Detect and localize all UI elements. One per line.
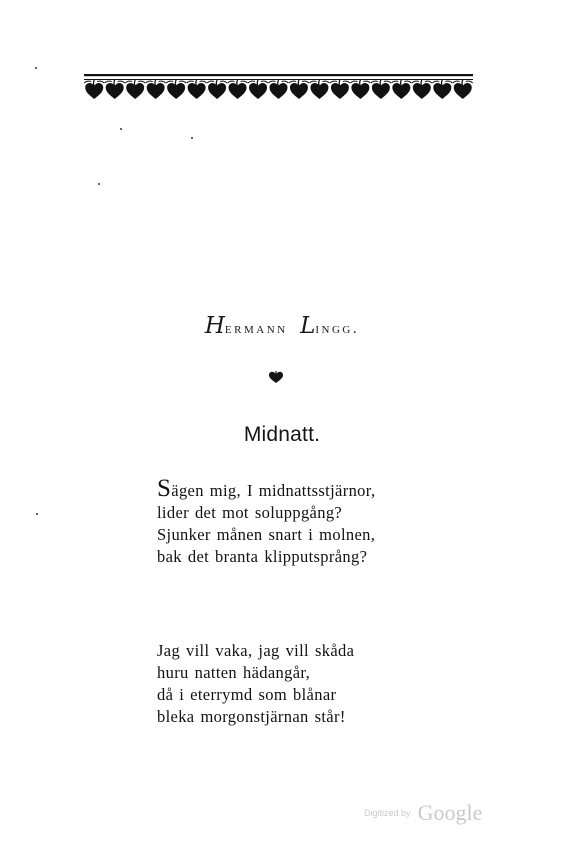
- leaf-motif: [371, 80, 391, 99]
- leaf-motif: [289, 80, 309, 99]
- speck: [35, 67, 37, 69]
- leaf-motif: [309, 80, 329, 99]
- verse-line: Jag vill vaka, jag vill skåda: [157, 641, 355, 660]
- leaf-motif: [146, 80, 166, 99]
- watermark-brand: Google: [417, 800, 483, 825]
- leaf-motif: [84, 80, 104, 99]
- verse-line: huru natten hädangår,: [157, 663, 311, 682]
- speck: [36, 513, 38, 515]
- verse-text: ägen mig, I midnattsstjärnor,: [171, 481, 376, 500]
- leaf-motif: [228, 80, 248, 99]
- leaf-border-ornament: [84, 72, 473, 104]
- digitized-watermark: [364, 800, 482, 826]
- leaf-motif: [166, 80, 186, 99]
- leaf-motif: [248, 80, 268, 99]
- speck: [191, 137, 193, 139]
- leaf-motif: [187, 80, 207, 99]
- leaf-motif: [391, 80, 411, 99]
- author-name: [0, 313, 564, 339]
- leaf-motif: [330, 80, 350, 99]
- leaf-motif: [105, 80, 125, 99]
- verse-line: bleka morgonstjärnan står!: [157, 707, 346, 726]
- verse-line: då i eterrymd som blånar: [157, 685, 337, 704]
- leaf-motif: [350, 80, 370, 99]
- speck: [120, 128, 122, 130]
- poem-title: Midnatt.: [243, 423, 321, 446]
- verse-line: lider det mot soluppgång?: [157, 503, 343, 522]
- author-first-initial: H: [204, 313, 225, 339]
- leaf-motif: [125, 80, 145, 99]
- leaf-motif: [453, 80, 473, 99]
- drop-cap: S: [157, 475, 172, 502]
- watermark-prefix: Digitized by: [364, 808, 411, 818]
- author-last-initial: L: [300, 313, 316, 339]
- leaf-motif: [207, 80, 227, 99]
- fleuron-icon: [268, 369, 284, 383]
- speck: [98, 183, 100, 185]
- verse-line: [157, 475, 457, 502]
- verse-line: bak det branta klipputsprång?: [157, 547, 368, 566]
- verse-line: Sjunker månen snart i molnen,: [157, 525, 376, 544]
- author-first-rest: ermann: [224, 321, 288, 337]
- stanza-2: [157, 640, 457, 728]
- leaf-motif: [412, 80, 432, 99]
- stanza-1: [157, 475, 457, 568]
- author-last-rest: ingg.: [315, 321, 360, 337]
- border-rule: [84, 79, 473, 80]
- leaf-motif: [432, 80, 452, 99]
- leaf-motif: [269, 80, 289, 99]
- border-rule: [84, 74, 473, 76]
